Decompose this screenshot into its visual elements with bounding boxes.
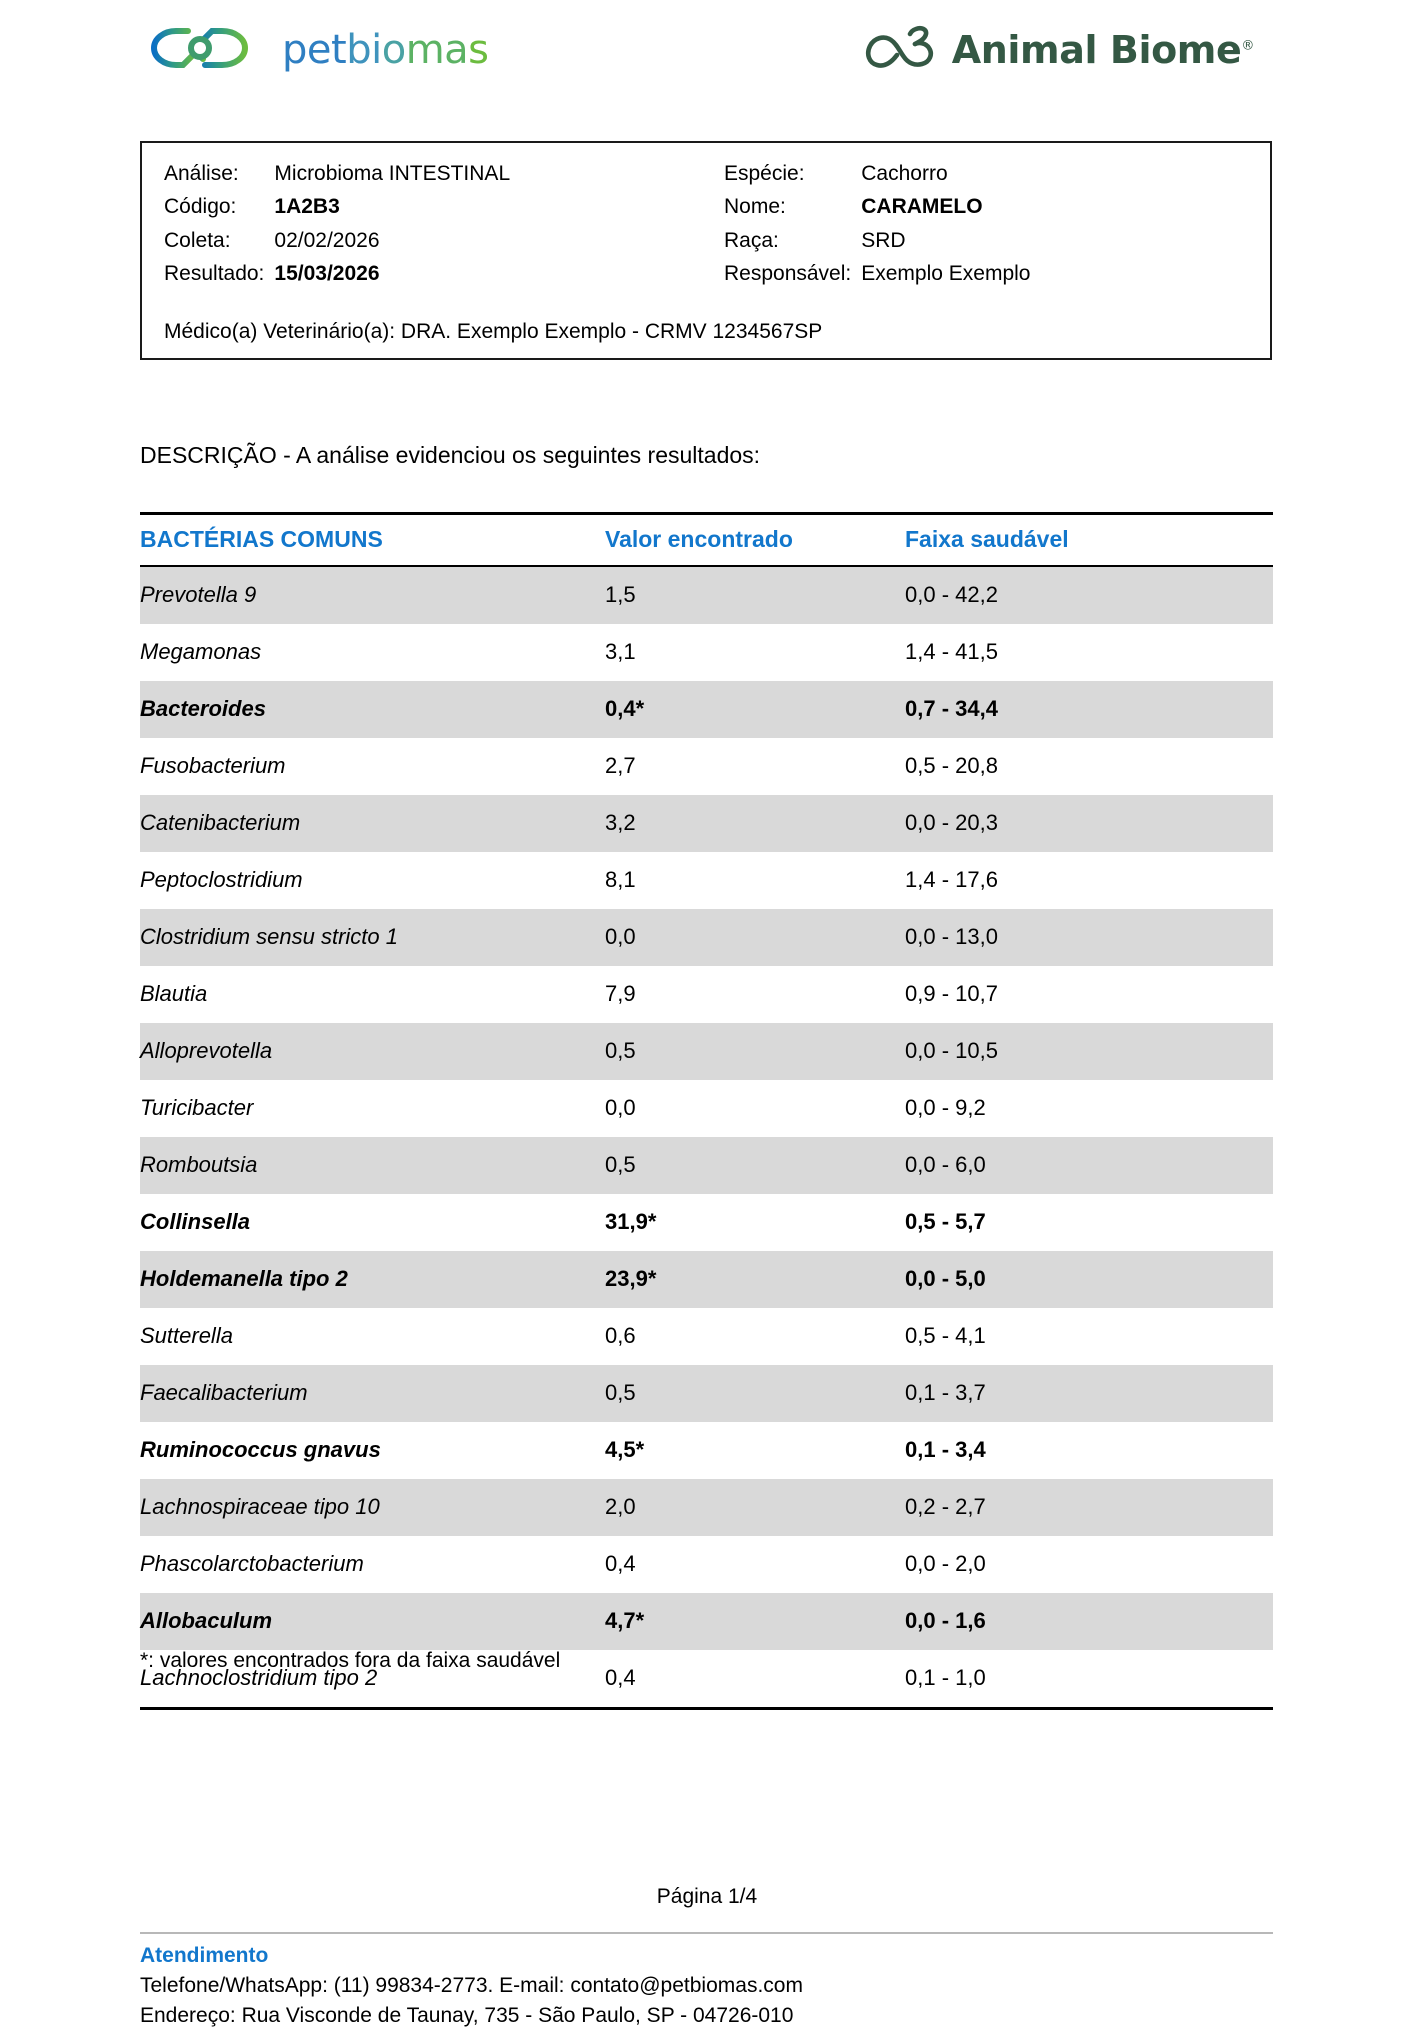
petbiomas-logo [150,19,489,82]
info-value-nome: CARAMELO [861,195,983,219]
petbiomas-wordmark [282,27,489,73]
cell-healthy-range: 0,2 - 2,7 [905,1479,1273,1536]
table-row [140,1479,1273,1536]
cell-bacteria-name: Phascolarctobacterium [140,1551,364,1576]
cell-healthy-range: 0,0 - 6,0 [905,1137,1273,1194]
cell-healthy-range: 0,7 - 34,4 [905,681,1273,738]
table-row [140,966,1273,1023]
cell-measured-value: 23,9* [605,1251,905,1308]
cell-healthy-range: 0,5 - 20,8 [905,753,998,778]
cell-healthy-range: 0,0 - 1,6 [905,1593,1273,1650]
animal-biome-infinity-icon [862,25,942,76]
table-row [140,1308,1273,1365]
column-header-range: Faixa saudável [905,514,1273,567]
footer-contact-block [140,1941,803,2030]
footer-contact-title: Atendimento [140,1944,269,1967]
cell-bacteria-name: Lachnoclostridium tipo 2 [140,1650,605,1709]
table-row [140,1365,1273,1422]
table-header-row [140,514,1273,567]
info-value-codigo: 1A2B3 [274,195,340,219]
info-label-resultado: Resultado: [164,262,265,286]
cell-bacteria-name: Prevotella 9 [140,566,605,624]
table-row [140,566,1273,624]
petbiomas-wordmark-part-5: s [468,27,489,73]
description-heading: DESCRIÇÃO - A análise evidenciou os seguintes resultados: [140,442,761,468]
petbiomas-wordmark-part-2: bi [346,27,382,73]
petbiomas-wordmark-part-3: o [381,27,406,73]
cell-measured-value: 3,1 [605,639,636,664]
cell-bacteria-name: Collinsella [140,1209,251,1234]
results-table-body [140,566,1273,1709]
table-row [140,624,1273,681]
table-row [140,681,1273,738]
petbiomas-wordmark-part-1: pet [282,27,347,73]
info-label-coleta: Coleta: [164,228,231,252]
cell-bacteria-name: Lachnospiraceae tipo 10 [140,1479,605,1536]
footer-contact-phone-email: Telefone/WhatsApp: (11) 99834-2773. E-mail: contato@petbiomas.com [140,1973,803,1997]
cell-healthy-range: 0,1 - 1,0 [905,1650,1273,1709]
results-table-head [140,514,1273,567]
cell-bacteria-name: Blautia [140,981,208,1006]
results-table [140,512,1273,1710]
cell-bacteria-name: Sutterella [140,1323,233,1348]
cell-healthy-range: 0,5 - 4,1 [905,1323,986,1348]
table-row [140,1536,1273,1593]
cell-healthy-range: 0,0 - 13,0 [905,909,1273,966]
table-row [140,852,1273,909]
info-value-raca: SRD [861,228,906,252]
cell-bacteria-name: Turicibacter [140,1095,254,1120]
cell-measured-value: 7,9 [605,981,636,1006]
cell-bacteria-name: Romboutsia [140,1137,605,1194]
cell-healthy-range: 0,1 - 3,7 [905,1365,1273,1422]
cell-measured-value: 4,7* [605,1593,905,1650]
info-label-nome: Nome: [724,195,786,219]
cell-bacteria-name: Holdemanella tipo 2 [140,1251,605,1308]
cell-bacteria-name: Catenibacterium [140,795,605,852]
cell-healthy-range: 0,0 - 42,2 [905,566,1273,624]
cell-bacteria-name: Ruminococcus gnavus [140,1437,381,1462]
cell-measured-value: 0,0 [605,1095,636,1120]
cell-healthy-range: 1,4 - 41,5 [905,639,998,664]
info-value-analise: Microbioma INTESTINAL [274,162,511,185]
cell-measured-value: 2,0 [605,1479,905,1536]
animal-biome-wordmark-text: Animal Biome [951,28,1242,72]
info-label-especie: Espécie: [724,162,805,185]
patient-info-column-right [724,159,1248,290]
patient-info-column-left [164,159,724,290]
cell-bacteria-name: Fusobacterium [140,753,286,778]
cell-healthy-range: 0,0 - 2,0 [905,1551,986,1576]
info-label-codigo: Código: [164,195,237,219]
cell-measured-value: 31,9* [605,1209,657,1234]
cell-measured-value: 0,5 [605,1137,905,1194]
info-value-responsavel: Exemplo Exemplo [861,262,1031,286]
cell-measured-value: 4,5* [605,1437,645,1462]
cell-bacteria-name: Peptoclostridium [140,867,303,892]
cell-bacteria-name: Allobaculum [140,1593,605,1650]
table-row [140,1023,1273,1080]
info-value-coleta: 02/02/2026 [274,228,380,252]
cell-bacteria-name: Megamonas [140,639,262,664]
column-header-value: Valor encontrado [605,514,905,567]
cell-measured-value: 0,5 [605,1023,905,1080]
table-row [140,738,1273,795]
cell-measured-value: 0,4* [605,681,905,738]
cell-healthy-range: 0,0 - 20,3 [905,795,1273,852]
table-row [140,795,1273,852]
cell-healthy-range: 0,0 - 9,2 [905,1095,986,1120]
table-row [140,1137,1273,1194]
cell-measured-value: 8,1 [605,867,636,892]
cell-measured-value: 0,0 [605,909,905,966]
registered-trademark-icon: ® [1241,38,1254,54]
cell-measured-value: 3,2 [605,795,905,852]
cell-healthy-range: 0,9 - 10,7 [905,981,998,1006]
cell-measured-value: 1,5 [605,566,905,624]
cell-bacteria-name: Alloprevotella [140,1023,605,1080]
cell-measured-value: 2,7 [605,753,636,778]
petbiomas-infinity-icon [150,19,278,82]
petbiomas-wordmark-part-4: ma [405,27,469,73]
patient-info-grid [164,159,1248,290]
page-number: Página 1/4 [656,1885,758,1908]
info-value-especie: Cachorro [861,162,948,185]
info-label-responsavel: Responsável: [724,262,852,286]
logo-bar [0,0,1414,100]
cell-healthy-range: 0,5 - 5,7 [905,1209,986,1234]
animal-biome-logo [862,25,1254,76]
info-label-raca: Raça: [724,228,779,252]
patient-info-box [140,141,1272,360]
cell-measured-value: 0,4 [605,1650,905,1709]
veterinarian-line: Médico(a) Veterinário(a): DRA. Exemplo Exemplo - CRMV 1234567SP [164,319,823,343]
cell-healthy-range: 1,4 - 17,6 [905,867,998,892]
table-row [140,1593,1273,1650]
cell-bacteria-name: Faecalibacterium [140,1365,605,1422]
cell-measured-value: 0,6 [605,1323,636,1348]
info-label-analise: Análise: [164,162,239,185]
table-row [140,1080,1273,1137]
cell-healthy-range: 0,0 - 10,5 [905,1023,1273,1080]
table-row [140,1194,1273,1251]
footer-divider [140,1932,1273,1934]
table-row [140,1251,1273,1308]
cell-healthy-range: 0,1 - 3,4 [905,1437,986,1462]
cell-healthy-range: 0,0 - 5,0 [905,1251,1273,1308]
cell-measured-value: 0,5 [605,1365,905,1422]
table-footnote: *: valores encontrados fora da faixa saudável [140,1649,561,1672]
cell-bacteria-name: Bacteroides [140,681,605,738]
table-row [140,1422,1273,1479]
info-value-resultado: 15/03/2026 [274,262,380,286]
table-row [140,909,1273,966]
footer-contact-address: Endereço: Rua Visconde de Taunay, 735 - São Paulo, SP - 04726-010 [140,2003,794,2027]
cell-measured-value: 0,4 [605,1551,636,1576]
animal-biome-wordmark [952,28,1254,72]
cell-bacteria-name: Clostridium sensu stricto 1 [140,909,605,966]
column-header-bacteria: BACTÉRIAS COMUNS [140,514,605,567]
